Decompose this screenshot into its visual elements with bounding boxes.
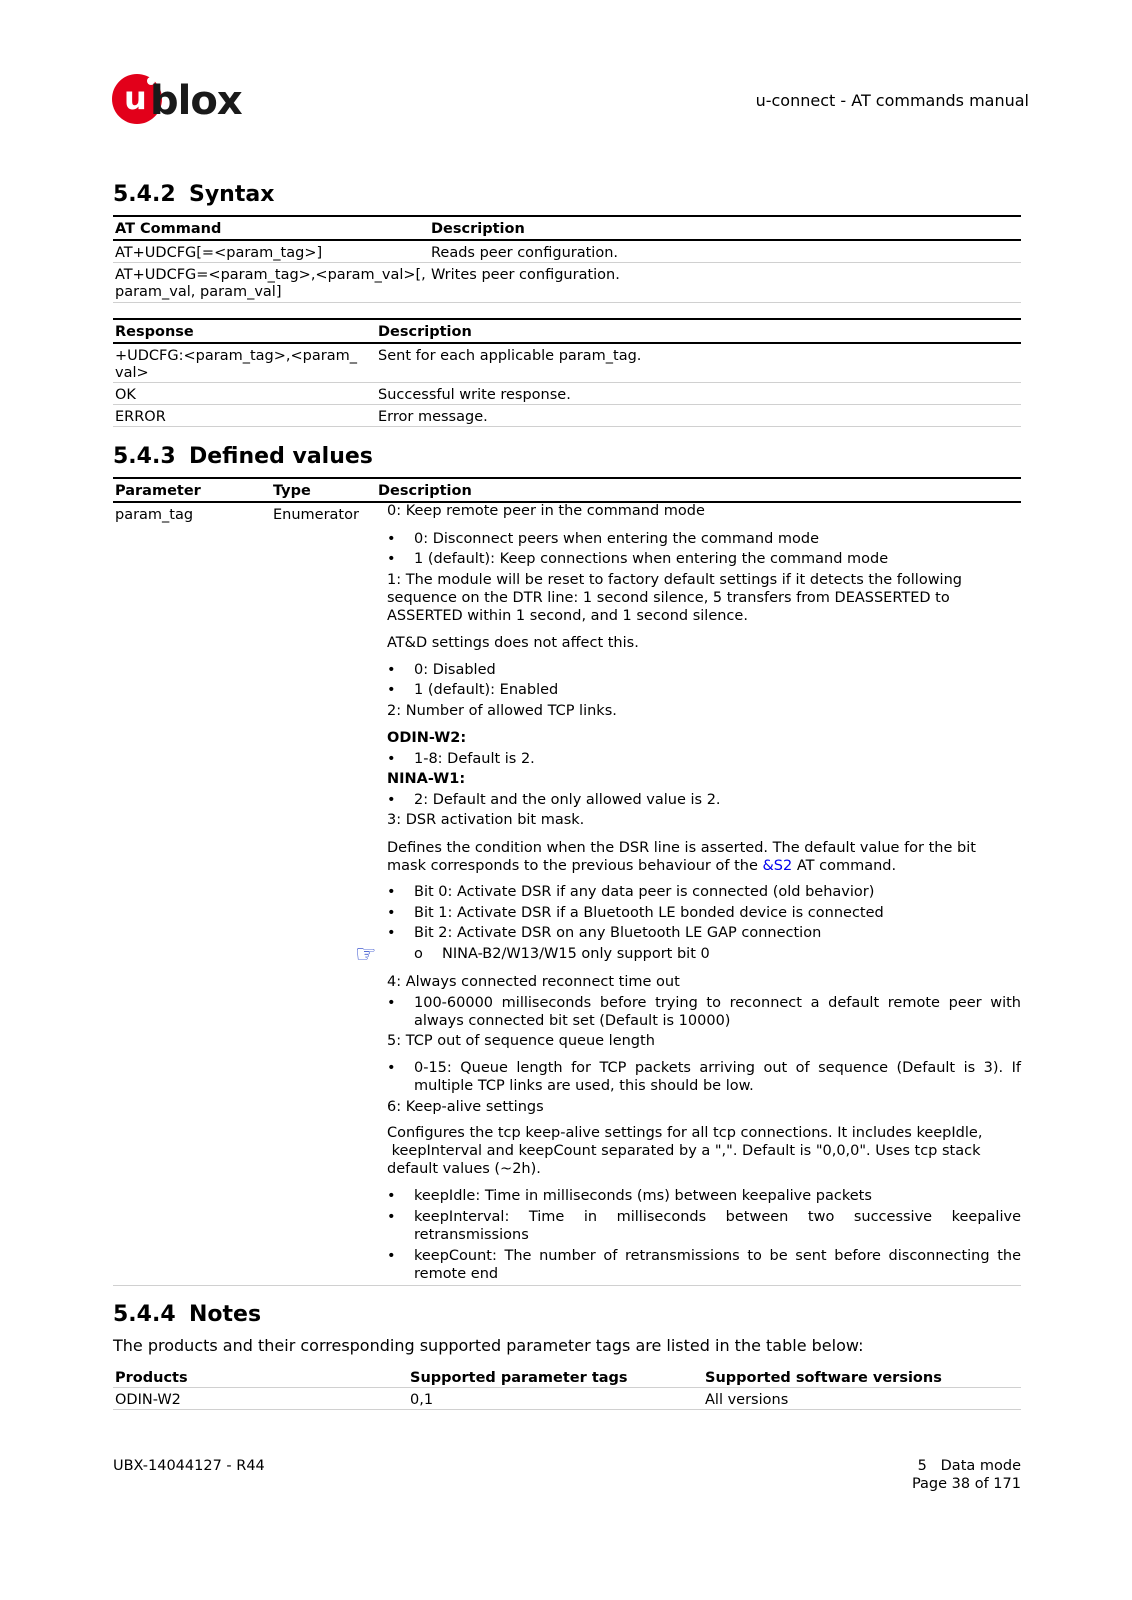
bullet: • [387, 751, 396, 767]
list-item: 0-15: Queue length for TCP packets arriving out of sequence (Default is 3). If multiple TCP links are used, this should be low. [414, 1060, 1021, 1094]
bullet: • [387, 792, 396, 808]
description-cell: Successful write response. [378, 387, 571, 403]
value-0-heading: 0: Keep remote peer in the command mode [387, 503, 705, 519]
bullet: • [387, 551, 396, 567]
section-number: 5.4.3 [113, 444, 176, 469]
column-header: Supported parameter tags [410, 1370, 628, 1386]
bullet: • [387, 1248, 396, 1264]
note-text: NINA-B2/W13/W15 only support bit 0 [442, 946, 710, 962]
description-cell: Sent for each applicable param_tag. [378, 348, 642, 364]
type-cell: Enumerator [273, 507, 359, 523]
list-item: 1 (default): Keep connections when entering the command mode [414, 551, 889, 567]
column-header: Response [115, 324, 194, 340]
column-header: Description [378, 324, 472, 340]
list-item: keepInterval: Time in milliseconds between two successive keepalive retransmissions [414, 1209, 1021, 1243]
bullet: • [387, 925, 396, 941]
paragraph-line: Defines the condition when the DSR line is asserted. The default value for the bit [387, 840, 976, 856]
paragraph-line: sequence on the DTR line: 1 second silence, 5 transfers from DEASSERTED to [387, 590, 950, 606]
section-heading-notes [113, 1302, 261, 1327]
bullet: • [387, 1188, 396, 1204]
bullet: • [387, 995, 396, 1011]
list-item: 1 (default): Enabled [414, 682, 559, 698]
section-number: 5.4.2 [113, 182, 176, 207]
command-cell-continued: param_val, param_val] [115, 284, 282, 300]
paragraph-line: keepInterval and keepCount separated by a ",". Default is "0,0,0". Uses tcp stack [387, 1143, 981, 1159]
command-cell: AT+UDCFG[=<param_tag>] [115, 245, 323, 261]
value-2-heading: 2: Number of allowed TCP links. [387, 703, 617, 719]
bullet: • [387, 682, 396, 698]
s2-command-link[interactable]: &S2 [762, 858, 793, 874]
description-cell: Reads peer configuration. [431, 245, 619, 261]
column-header: AT Command [115, 221, 222, 237]
text: mask corresponds to the previous behaviour of the [387, 858, 763, 874]
section-title: Notes [189, 1302, 262, 1327]
product-label: ODIN-W2: [387, 730, 467, 746]
list-item: keepIdle: Time in milliseconds (ms) between keepalive packets [414, 1188, 872, 1204]
table-header [113, 215, 1021, 241]
table-row [113, 1388, 1021, 1410]
sub-bullet-marker: o [414, 946, 423, 962]
paragraph-line [387, 857, 1021, 875]
page-number: Page 38 of 171 [911, 1476, 1021, 1492]
column-header: Parameter [115, 483, 201, 499]
list-item: keepCount: The number of retransmissions to be sent before disconnecting the remote end [414, 1248, 1021, 1282]
table-header [113, 477, 1021, 503]
command-cell: AT+UDCFG=<param_tag>,<param_val>[, [115, 267, 426, 283]
list-item: 100-60000 milliseconds before trying to reconnect a default remote peer with always connected bit set (Default is 10000) [414, 995, 1021, 1029]
logo-text: blox [150, 78, 242, 124]
value-4-heading: 4: Always connected reconnect time out [387, 974, 680, 990]
list-item: Bit 0: Activate DSR if any data peer is connected (old behavior) [414, 884, 875, 900]
paragraph: AT&D settings does not affect this. [387, 635, 639, 651]
value-5-heading: 5: TCP out of sequence queue length [387, 1033, 655, 1049]
list-item: 0: Disabled [414, 662, 496, 678]
table-header [113, 1366, 1021, 1388]
paragraph-line: ASSERTED within 1 second, and 1 second silence. [387, 608, 748, 624]
table-row [113, 263, 1021, 303]
bullet: • [387, 662, 396, 678]
table-row [113, 241, 1021, 263]
table-row [113, 344, 1021, 383]
column-header: Type [273, 483, 311, 499]
value-3-heading: 3: DSR activation bit mask. [387, 812, 585, 828]
parameter-cell: param_tag [115, 507, 194, 523]
table-row [113, 383, 1021, 405]
list-item: 2: Default and the only allowed value is 2. [414, 792, 721, 808]
bullet: • [387, 1209, 396, 1225]
list-item: 1-8: Default is 2. [414, 751, 535, 767]
bullet: • [387, 1060, 396, 1076]
table-row [113, 405, 1021, 427]
value-6-heading: 6: Keep-alive settings [387, 1099, 544, 1115]
column-header: Description [378, 483, 472, 499]
at-command-table [113, 215, 1021, 303]
column-header: Products [115, 1370, 188, 1386]
value-1-heading: 1: The module will be reset to factory default settings if it detects the following [387, 572, 962, 588]
column-header: Supported software versions [705, 1370, 942, 1386]
versions-cell: All versions [705, 1392, 789, 1408]
bullet: • [387, 531, 396, 547]
products-table [113, 1366, 1021, 1410]
column-header: Description [431, 221, 525, 237]
text: AT command. [792, 858, 897, 874]
list-item: Bit 1: Activate DSR if a Bluetooth LE bonded device is connected [414, 905, 884, 921]
section-title: Syntax [189, 182, 275, 207]
description-cell: Error message. [378, 409, 488, 425]
paragraph-line: Configures the tcp keep-alive settings for all tcp connections. It includes keepIdle, [387, 1125, 983, 1141]
response-cell: OK [115, 387, 136, 403]
response-table [113, 318, 1021, 427]
product-cell: ODIN-W2 [115, 1392, 181, 1408]
section-number: 5.4.4 [113, 1302, 176, 1327]
list-item: Bit 2: Activate DSR on any Bluetooth LE GAP connection [414, 925, 822, 941]
response-cell: ERROR [115, 409, 166, 425]
paragraph-line: default values (~2h). [387, 1161, 541, 1177]
table-header [113, 318, 1021, 344]
tags-cell: 0,1 [410, 1392, 434, 1408]
section-heading-defined-values [113, 444, 373, 469]
bullet: • [387, 884, 396, 900]
pointing-hand-note-icon: ☞ [355, 940, 377, 968]
section-heading-syntax [113, 182, 274, 207]
response-cell: +UDCFG:<param_tag>,<param_ [115, 348, 357, 364]
bullet: • [387, 905, 396, 921]
product-label: NINA-W1: [387, 771, 466, 787]
notes-intro: The products and their corresponding supported parameter tags are listed in the table below: [113, 1336, 864, 1355]
list-item: 0: Disconnect peers when entering the command mode [414, 531, 820, 547]
chapter-label: 5 Data mode [917, 1458, 1021, 1474]
document-title: u-connect - AT commands manual [755, 91, 1029, 110]
logo-u-letter: u [124, 79, 147, 117]
section-title: Defined values [189, 444, 373, 469]
document-id: UBX-14044127 - R44 [113, 1458, 265, 1474]
description-cell: Writes peer configuration. [431, 267, 620, 283]
response-cell-continued: val> [115, 365, 149, 381]
